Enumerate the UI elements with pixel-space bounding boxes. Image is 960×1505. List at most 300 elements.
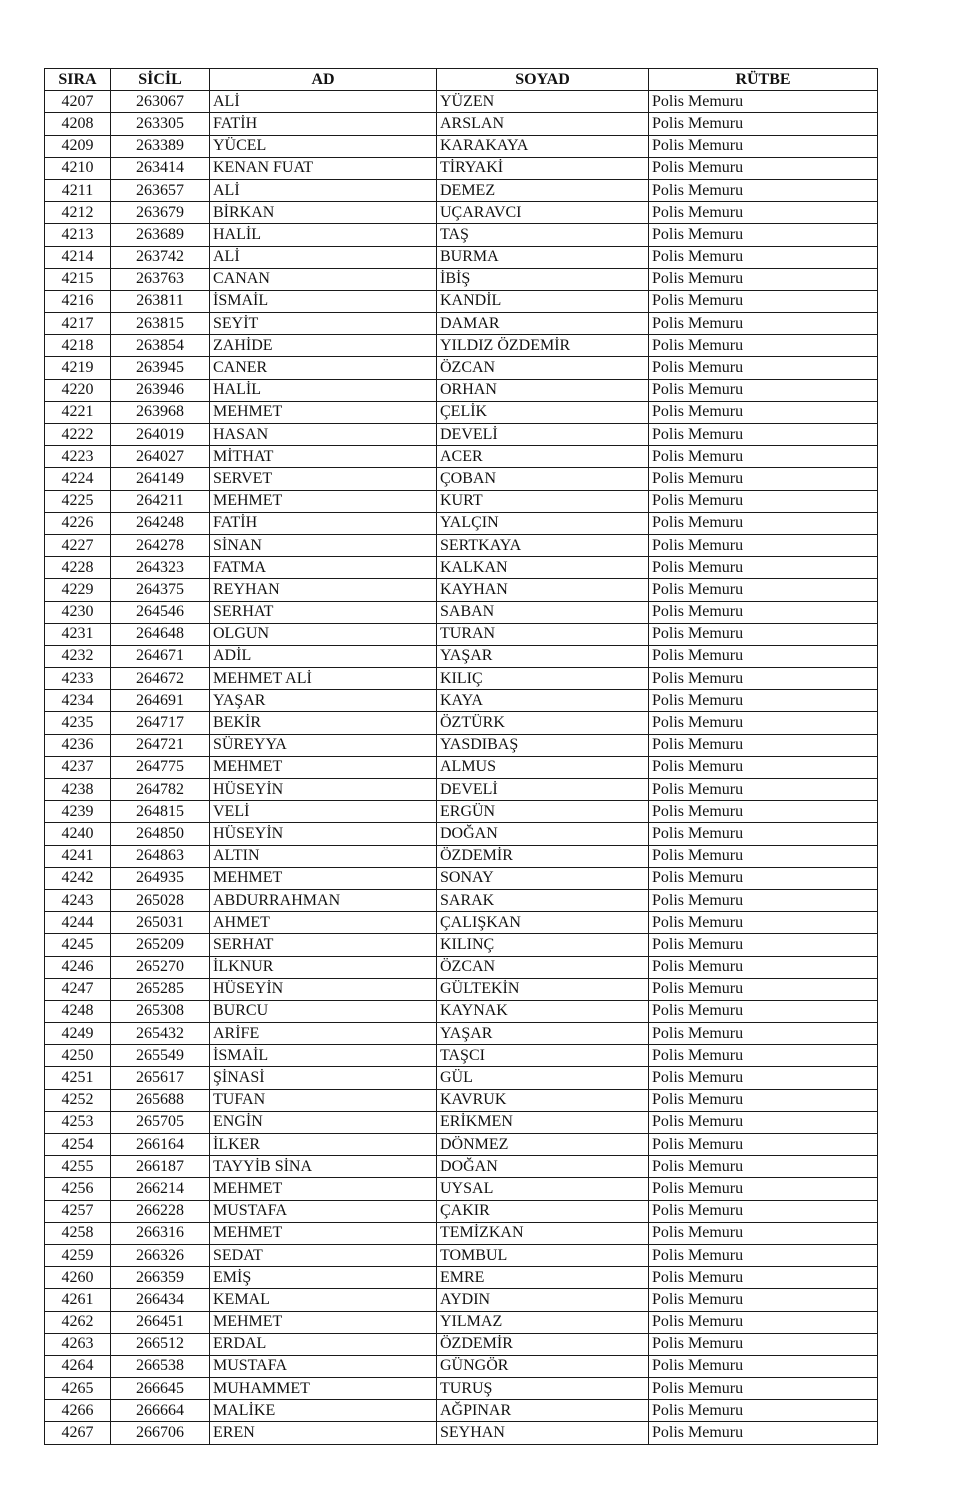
cell-soyad: KURT bbox=[437, 490, 649, 512]
cell-sicil: 266706 bbox=[111, 1422, 210, 1444]
cell-ad: ZAHİDE bbox=[210, 335, 437, 357]
cell-rutbe: Polis Memuru bbox=[649, 668, 878, 690]
cell-sira: 4241 bbox=[45, 845, 111, 867]
table-row bbox=[45, 224, 878, 246]
cell-soyad: EMRE bbox=[437, 1267, 649, 1289]
cell-soyad: YAŞAR bbox=[437, 1023, 649, 1045]
cell-sira: 4257 bbox=[45, 1200, 111, 1222]
header-sicil: SİCİL bbox=[111, 69, 210, 91]
cell-sira: 4260 bbox=[45, 1267, 111, 1289]
cell-sira: 4239 bbox=[45, 801, 111, 823]
cell-sicil: 264323 bbox=[111, 557, 210, 579]
cell-ad: SERVET bbox=[210, 468, 437, 490]
cell-sicil: 263679 bbox=[111, 202, 210, 224]
table-row bbox=[45, 779, 878, 801]
cell-rutbe: Polis Memuru bbox=[649, 113, 878, 135]
table-header-row bbox=[45, 69, 878, 91]
header-soyad: SOYAD bbox=[437, 69, 649, 91]
cell-rutbe: Polis Memuru bbox=[649, 956, 878, 978]
cell-soyad: UÇARAVCI bbox=[437, 202, 649, 224]
table-row bbox=[45, 246, 878, 268]
table-row bbox=[45, 1023, 878, 1045]
cell-sicil: 264672 bbox=[111, 668, 210, 690]
cell-rutbe: Polis Memuru bbox=[649, 1067, 878, 1089]
cell-soyad: TİRYAKİ bbox=[437, 157, 649, 179]
cell-ad: ABDURRAHMAN bbox=[210, 889, 437, 911]
cell-ad: MEHMET bbox=[210, 1178, 437, 1200]
table-row bbox=[45, 645, 878, 667]
cell-sicil: 264149 bbox=[111, 468, 210, 490]
table-row bbox=[45, 1067, 878, 1089]
cell-soyad: GÜNGÖR bbox=[437, 1355, 649, 1377]
cell-sira: 4266 bbox=[45, 1400, 111, 1422]
cell-ad: FATMA bbox=[210, 557, 437, 579]
table-row bbox=[45, 756, 878, 778]
cell-sira: 4258 bbox=[45, 1222, 111, 1244]
table-row bbox=[45, 668, 878, 690]
cell-rutbe: Polis Memuru bbox=[649, 912, 878, 934]
cell-soyad: UYSAL bbox=[437, 1178, 649, 1200]
cell-sicil: 264211 bbox=[111, 490, 210, 512]
cell-sira: 4261 bbox=[45, 1289, 111, 1311]
table-row bbox=[45, 379, 878, 401]
cell-rutbe: Polis Memuru bbox=[649, 1111, 878, 1133]
cell-soyad: TURUŞ bbox=[437, 1378, 649, 1400]
cell-sicil: 264863 bbox=[111, 845, 210, 867]
cell-soyad: ERGÜN bbox=[437, 801, 649, 823]
cell-ad: CANER bbox=[210, 357, 437, 379]
cell-soyad: YAŞAR bbox=[437, 645, 649, 667]
cell-sicil: 264375 bbox=[111, 579, 210, 601]
cell-soyad: DEVELİ bbox=[437, 779, 649, 801]
table-row bbox=[45, 335, 878, 357]
cell-sira: 4263 bbox=[45, 1333, 111, 1355]
table-row bbox=[45, 534, 878, 556]
cell-ad: SERHAT bbox=[210, 934, 437, 956]
cell-ad: HALİL bbox=[210, 224, 437, 246]
cell-sira: 4256 bbox=[45, 1178, 111, 1200]
cell-sira: 4208 bbox=[45, 113, 111, 135]
table-row bbox=[45, 313, 878, 335]
cell-sira: 4255 bbox=[45, 1156, 111, 1178]
cell-sira: 4213 bbox=[45, 224, 111, 246]
cell-soyad: KARAKAYA bbox=[437, 135, 649, 157]
cell-ad: ALTIN bbox=[210, 845, 437, 867]
cell-ad: HASAN bbox=[210, 424, 437, 446]
table-row bbox=[45, 113, 878, 135]
cell-sira: 4219 bbox=[45, 357, 111, 379]
cell-rutbe: Polis Memuru bbox=[649, 1178, 878, 1200]
cell-sicil: 265432 bbox=[111, 1023, 210, 1045]
cell-rutbe: Polis Memuru bbox=[649, 779, 878, 801]
cell-sicil: 264691 bbox=[111, 690, 210, 712]
cell-rutbe: Polis Memuru bbox=[649, 490, 878, 512]
cell-ad: REYHAN bbox=[210, 579, 437, 601]
cell-sicil: 264782 bbox=[111, 779, 210, 801]
cell-sicil: 265031 bbox=[111, 912, 210, 934]
cell-sira: 4212 bbox=[45, 202, 111, 224]
cell-ad: HÜSEYİN bbox=[210, 978, 437, 1000]
cell-sira: 4210 bbox=[45, 157, 111, 179]
table-row bbox=[45, 690, 878, 712]
table-row bbox=[45, 601, 878, 623]
cell-soyad: YALÇIN bbox=[437, 512, 649, 534]
cell-ad: MUSTAFA bbox=[210, 1355, 437, 1377]
cell-sira: 4251 bbox=[45, 1067, 111, 1089]
cell-rutbe: Polis Memuru bbox=[649, 401, 878, 423]
cell-sicil: 264775 bbox=[111, 756, 210, 778]
cell-rutbe: Polis Memuru bbox=[649, 801, 878, 823]
cell-rutbe: Polis Memuru bbox=[649, 91, 878, 113]
cell-soyad: KILINÇ bbox=[437, 934, 649, 956]
cell-rutbe: Polis Memuru bbox=[649, 1311, 878, 1333]
cell-soyad: ÖZDEMİR bbox=[437, 1333, 649, 1355]
cell-ad: AHMET bbox=[210, 912, 437, 934]
table-row bbox=[45, 1156, 878, 1178]
table-row bbox=[45, 1289, 878, 1311]
cell-sicil: 266228 bbox=[111, 1200, 210, 1222]
cell-sicil: 266359 bbox=[111, 1267, 210, 1289]
cell-sicil: 266538 bbox=[111, 1355, 210, 1377]
cell-sicil: 266451 bbox=[111, 1311, 210, 1333]
cell-sira: 4220 bbox=[45, 379, 111, 401]
cell-soyad: ÖZCAN bbox=[437, 956, 649, 978]
cell-sira: 4209 bbox=[45, 135, 111, 157]
cell-rutbe: Polis Memuru bbox=[649, 379, 878, 401]
cell-rutbe: Polis Memuru bbox=[649, 135, 878, 157]
cell-rutbe: Polis Memuru bbox=[649, 224, 878, 246]
header-rutbe: RÜTBE bbox=[649, 69, 878, 91]
cell-sira: 4231 bbox=[45, 623, 111, 645]
cell-rutbe: Polis Memuru bbox=[649, 424, 878, 446]
cell-soyad: GÜLTEKİN bbox=[437, 978, 649, 1000]
cell-sicil: 266434 bbox=[111, 1289, 210, 1311]
cell-sira: 4226 bbox=[45, 512, 111, 534]
cell-sira: 4267 bbox=[45, 1422, 111, 1444]
cell-rutbe: Polis Memuru bbox=[649, 1000, 878, 1022]
cell-sira: 4235 bbox=[45, 712, 111, 734]
cell-rutbe: Polis Memuru bbox=[649, 756, 878, 778]
cell-sira: 4264 bbox=[45, 1355, 111, 1377]
cell-soyad: KAYHAN bbox=[437, 579, 649, 601]
cell-soyad: SEYHAN bbox=[437, 1422, 649, 1444]
cell-rutbe: Polis Memuru bbox=[649, 512, 878, 534]
cell-ad: TAYYİB SİNA bbox=[210, 1156, 437, 1178]
table-row bbox=[45, 290, 878, 312]
cell-sira: 4215 bbox=[45, 268, 111, 290]
cell-ad: ENGİN bbox=[210, 1111, 437, 1133]
cell-sira: 4223 bbox=[45, 446, 111, 468]
table-row bbox=[45, 734, 878, 756]
table-row bbox=[45, 490, 878, 512]
cell-sicil: 265285 bbox=[111, 978, 210, 1000]
cell-sicil: 266645 bbox=[111, 1378, 210, 1400]
cell-ad: BEKİR bbox=[210, 712, 437, 734]
cell-ad: MEHMET bbox=[210, 490, 437, 512]
cell-sicil: 266664 bbox=[111, 1400, 210, 1422]
cell-sira: 4216 bbox=[45, 290, 111, 312]
cell-sicil: 263067 bbox=[111, 91, 210, 113]
cell-sicil: 264721 bbox=[111, 734, 210, 756]
cell-sira: 4249 bbox=[45, 1023, 111, 1045]
cell-sicil: 265688 bbox=[111, 1089, 210, 1111]
table-row bbox=[45, 468, 878, 490]
cell-ad: YAŞAR bbox=[210, 690, 437, 712]
table-row bbox=[45, 1378, 878, 1400]
cell-ad: HÜSEYİN bbox=[210, 823, 437, 845]
table-row bbox=[45, 1267, 878, 1289]
cell-sicil: 263811 bbox=[111, 290, 210, 312]
cell-rutbe: Polis Memuru bbox=[649, 335, 878, 357]
cell-soyad: ALMUS bbox=[437, 756, 649, 778]
cell-sicil: 264019 bbox=[111, 424, 210, 446]
table-row bbox=[45, 978, 878, 1000]
cell-sicil: 264027 bbox=[111, 446, 210, 468]
cell-sira: 4236 bbox=[45, 734, 111, 756]
cell-sira: 4207 bbox=[45, 91, 111, 113]
cell-soyad: ÖZTÜRK bbox=[437, 712, 649, 734]
cell-rutbe: Polis Memuru bbox=[649, 712, 878, 734]
cell-ad: İLKNUR bbox=[210, 956, 437, 978]
table-row bbox=[45, 1355, 878, 1377]
cell-rutbe: Polis Memuru bbox=[649, 468, 878, 490]
cell-soyad: GÜL bbox=[437, 1067, 649, 1089]
cell-ad: CANAN bbox=[210, 268, 437, 290]
cell-soyad: ERİKMEN bbox=[437, 1111, 649, 1133]
cell-sira: 4225 bbox=[45, 490, 111, 512]
table-row bbox=[45, 934, 878, 956]
cell-sira: 4240 bbox=[45, 823, 111, 845]
cell-soyad: SONAY bbox=[437, 867, 649, 889]
cell-sicil: 263414 bbox=[111, 157, 210, 179]
table-row bbox=[45, 623, 878, 645]
cell-sira: 4244 bbox=[45, 912, 111, 934]
table-row bbox=[45, 712, 878, 734]
cell-sira: 4243 bbox=[45, 889, 111, 911]
cell-sira: 4238 bbox=[45, 779, 111, 801]
table-row bbox=[45, 1111, 878, 1133]
cell-soyad: TAŞCI bbox=[437, 1045, 649, 1067]
cell-ad: ALİ bbox=[210, 179, 437, 201]
cell-rutbe: Polis Memuru bbox=[649, 1333, 878, 1355]
cell-rutbe: Polis Memuru bbox=[649, 1355, 878, 1377]
cell-sira: 4227 bbox=[45, 534, 111, 556]
cell-soyad: YILDIZ ÖZDEMİR bbox=[437, 335, 649, 357]
cell-soyad: DEVELİ bbox=[437, 424, 649, 446]
cell-rutbe: Polis Memuru bbox=[649, 1134, 878, 1156]
cell-sira: 4253 bbox=[45, 1111, 111, 1133]
cell-rutbe: Polis Memuru bbox=[649, 623, 878, 645]
cell-ad: SEDAT bbox=[210, 1244, 437, 1266]
personnel-table bbox=[44, 68, 878, 1445]
cell-rutbe: Polis Memuru bbox=[649, 845, 878, 867]
cell-sicil: 263945 bbox=[111, 357, 210, 379]
cell-soyad: ORHAN bbox=[437, 379, 649, 401]
cell-sicil: 265705 bbox=[111, 1111, 210, 1133]
cell-soyad: YASDIBAŞ bbox=[437, 734, 649, 756]
cell-ad: MUSTAFA bbox=[210, 1200, 437, 1222]
cell-rutbe: Polis Memuru bbox=[649, 1023, 878, 1045]
cell-sira: 4252 bbox=[45, 1089, 111, 1111]
cell-sira: 4214 bbox=[45, 246, 111, 268]
table-row bbox=[45, 512, 878, 534]
cell-sira: 4237 bbox=[45, 756, 111, 778]
cell-sicil: 263305 bbox=[111, 113, 210, 135]
cell-ad: ERDAL bbox=[210, 1333, 437, 1355]
cell-soyad: DOĞAN bbox=[437, 823, 649, 845]
cell-sira: 4246 bbox=[45, 956, 111, 978]
cell-rutbe: Polis Memuru bbox=[649, 1400, 878, 1422]
cell-sicil: 264648 bbox=[111, 623, 210, 645]
cell-rutbe: Polis Memuru bbox=[649, 1378, 878, 1400]
cell-ad: MALİKE bbox=[210, 1400, 437, 1422]
table-row bbox=[45, 1200, 878, 1222]
cell-sicil: 265028 bbox=[111, 889, 210, 911]
header-ad: AD bbox=[210, 69, 437, 91]
table-row bbox=[45, 1422, 878, 1444]
cell-rutbe: Polis Memuru bbox=[649, 978, 878, 1000]
cell-sira: 4259 bbox=[45, 1244, 111, 1266]
cell-ad: EMİŞ bbox=[210, 1267, 437, 1289]
cell-sira: 4222 bbox=[45, 424, 111, 446]
cell-sicil: 264850 bbox=[111, 823, 210, 845]
table-row bbox=[45, 912, 878, 934]
cell-sicil: 263946 bbox=[111, 379, 210, 401]
cell-rutbe: Polis Memuru bbox=[649, 823, 878, 845]
table-row bbox=[45, 801, 878, 823]
cell-ad: BİRKAN bbox=[210, 202, 437, 224]
cell-sira: 4248 bbox=[45, 1000, 111, 1022]
cell-sicil: 264935 bbox=[111, 867, 210, 889]
cell-soyad: KILIÇ bbox=[437, 668, 649, 690]
cell-sicil: 264815 bbox=[111, 801, 210, 823]
cell-rutbe: Polis Memuru bbox=[649, 1422, 878, 1444]
cell-soyad: DEMEZ bbox=[437, 179, 649, 201]
cell-rutbe: Polis Memuru bbox=[649, 1089, 878, 1111]
cell-ad: İSMAİL bbox=[210, 290, 437, 312]
cell-sira: 4234 bbox=[45, 690, 111, 712]
cell-sicil: 264671 bbox=[111, 645, 210, 667]
table-body bbox=[45, 91, 878, 1444]
cell-ad: ADİL bbox=[210, 645, 437, 667]
table-row bbox=[45, 157, 878, 179]
cell-sicil: 265209 bbox=[111, 934, 210, 956]
cell-ad: OLGUN bbox=[210, 623, 437, 645]
cell-rutbe: Polis Memuru bbox=[649, 1200, 878, 1222]
cell-rutbe: Polis Memuru bbox=[649, 268, 878, 290]
cell-ad: KEMAL bbox=[210, 1289, 437, 1311]
cell-ad: EREN bbox=[210, 1422, 437, 1444]
cell-ad: FATİH bbox=[210, 113, 437, 135]
cell-sira: 4265 bbox=[45, 1378, 111, 1400]
cell-sicil: 264546 bbox=[111, 601, 210, 623]
cell-rutbe: Polis Memuru bbox=[649, 1222, 878, 1244]
table-row bbox=[45, 1134, 878, 1156]
cell-ad: ALİ bbox=[210, 91, 437, 113]
cell-rutbe: Polis Memuru bbox=[649, 1156, 878, 1178]
cell-rutbe: Polis Memuru bbox=[649, 601, 878, 623]
cell-ad: MEHMET ALİ bbox=[210, 668, 437, 690]
cell-soyad: ÇOBAN bbox=[437, 468, 649, 490]
table-row bbox=[45, 91, 878, 113]
cell-sicil: 266326 bbox=[111, 1244, 210, 1266]
cell-rutbe: Polis Memuru bbox=[649, 734, 878, 756]
cell-soyad: SARAK bbox=[437, 889, 649, 911]
cell-sicil: 264278 bbox=[111, 534, 210, 556]
cell-ad: VELİ bbox=[210, 801, 437, 823]
table-row bbox=[45, 179, 878, 201]
table-row bbox=[45, 1045, 878, 1067]
cell-rutbe: Polis Memuru bbox=[649, 179, 878, 201]
cell-rutbe: Polis Memuru bbox=[649, 202, 878, 224]
cell-sira: 4262 bbox=[45, 1311, 111, 1333]
table-row bbox=[45, 1333, 878, 1355]
cell-soyad: ÖZDEMİR bbox=[437, 845, 649, 867]
table-row bbox=[45, 956, 878, 978]
cell-rutbe: Polis Memuru bbox=[649, 1289, 878, 1311]
cell-soyad: ÇELİK bbox=[437, 401, 649, 423]
cell-soyad: TURAN bbox=[437, 623, 649, 645]
cell-sicil: 265308 bbox=[111, 1000, 210, 1022]
cell-sicil: 266316 bbox=[111, 1222, 210, 1244]
cell-sira: 4229 bbox=[45, 579, 111, 601]
cell-ad: İSMAİL bbox=[210, 1045, 437, 1067]
cell-ad: ALİ bbox=[210, 246, 437, 268]
cell-sicil: 266187 bbox=[111, 1156, 210, 1178]
cell-soyad: AĞPINAR bbox=[437, 1400, 649, 1422]
cell-soyad: SABAN bbox=[437, 601, 649, 623]
cell-sira: 4221 bbox=[45, 401, 111, 423]
cell-ad: TUFAN bbox=[210, 1089, 437, 1111]
cell-ad: SERHAT bbox=[210, 601, 437, 623]
cell-soyad: ÖZCAN bbox=[437, 357, 649, 379]
cell-rutbe: Polis Memuru bbox=[649, 1267, 878, 1289]
cell-soyad: AYDIN bbox=[437, 1289, 649, 1311]
cell-soyad: ÇAKIR bbox=[437, 1200, 649, 1222]
table-row bbox=[45, 557, 878, 579]
cell-sicil: 263389 bbox=[111, 135, 210, 157]
cell-ad: YÜCEL bbox=[210, 135, 437, 157]
cell-soyad: SERTKAYA bbox=[437, 534, 649, 556]
cell-ad: SİNAN bbox=[210, 534, 437, 556]
table-row bbox=[45, 823, 878, 845]
cell-sicil: 263815 bbox=[111, 313, 210, 335]
header-sira: SIRA bbox=[45, 69, 111, 91]
table-row bbox=[45, 446, 878, 468]
cell-ad: İLKER bbox=[210, 1134, 437, 1156]
table-row bbox=[45, 357, 878, 379]
cell-sira: 4228 bbox=[45, 557, 111, 579]
cell-rutbe: Polis Memuru bbox=[649, 446, 878, 468]
cell-sira: 4217 bbox=[45, 313, 111, 335]
cell-sira: 4232 bbox=[45, 645, 111, 667]
cell-soyad: KAVRUK bbox=[437, 1089, 649, 1111]
table-row bbox=[45, 1222, 878, 1244]
cell-rutbe: Polis Memuru bbox=[649, 579, 878, 601]
table-row bbox=[45, 1089, 878, 1111]
cell-rutbe: Polis Memuru bbox=[649, 157, 878, 179]
cell-ad: MEHMET bbox=[210, 401, 437, 423]
cell-sicil: 266164 bbox=[111, 1134, 210, 1156]
cell-sira: 4233 bbox=[45, 668, 111, 690]
cell-sicil: 264717 bbox=[111, 712, 210, 734]
cell-soyad: KAYNAK bbox=[437, 1000, 649, 1022]
cell-soyad: ARSLAN bbox=[437, 113, 649, 135]
cell-soyad: YILMAZ bbox=[437, 1311, 649, 1333]
cell-ad: MİTHAT bbox=[210, 446, 437, 468]
cell-sicil: 263742 bbox=[111, 246, 210, 268]
cell-soyad: DÖNMEZ bbox=[437, 1134, 649, 1156]
